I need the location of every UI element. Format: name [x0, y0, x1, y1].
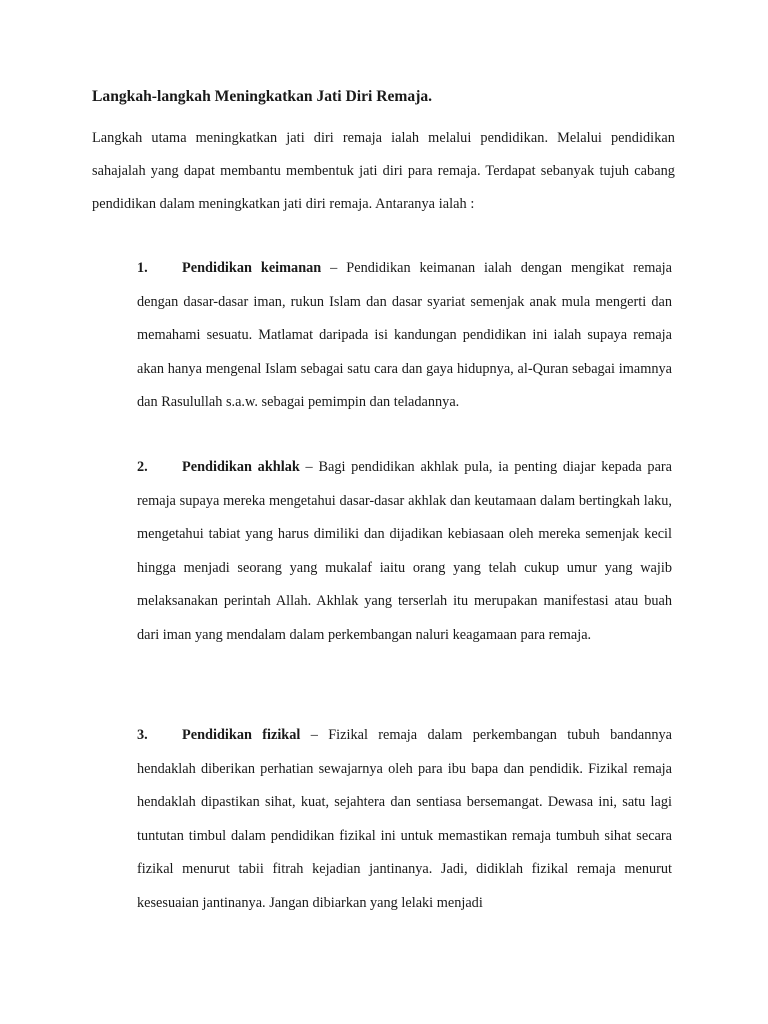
item-separator: – — [299, 459, 319, 475]
document-title: Langkah-langkah Meningkatkan Jati Diri Remaja. — [92, 88, 433, 105]
list-item — [137, 252, 672, 420]
item-separator: – — [321, 260, 347, 276]
item-heading: Pendidikan akhlak — [182, 459, 300, 475]
item-separator: – — [300, 727, 329, 743]
list-item — [137, 451, 672, 653]
intro-paragraph: Langkah utama meningkatkan jati diri remaja ialah melalui pendidikan. Melalui pendidikan sahajalah yang dapat membantu membentuk jati diri para remaja. Terdapat sebanyak tujuh cabang pendidikan dalam meningkatkan jati diri remaja. Antaranya ialah : — [92, 130, 675, 212]
item-body: Bagi pendidikan akhlak pula, ia penting diajar kepada para remaja supaya mereka mengetahui dasar-dasar akhlak dan keutamaan dalam bertingkah laku, mengetahui tabiat yang harus dimiliki dan dijadikan kebiasaan oleh mereka semenjak kecil hingga menjadi seorang yang mukalaf iaitu orang yang telah cukup umur yang wajib melaksanakan perintah Allah. Akhlak yang terserlah itu merupakan manifestasi atau buah dari iman yang mendalam dalam perkembangan naluri keagamaan para remaja. — [137, 459, 673, 643]
item-body: Pendidikan keimanan ialah dengan mengikat remaja dengan dasar-dasar iman, rukun Islam dan dasar syariat semenjak anak mula mengerti dan memahami sesuatu. Matlamat daripada isi kandungan pendidikan ini ialah supaya remaja akan hanya mengenal Islam sebagai satu cara dan gaya hidupnya, al-Quran sebagai imamnya dan Rasulullah s.a.w. sebagai pemimpin dan teladannya. — [137, 260, 672, 411]
item-body: Fizikal remaja dalam perkembangan tubuh bandannya hendaklah diberikan perhatian sewajarnya oleh para ibu bapa dan pendidik. Fizikal remaja hendaklah dipastikan sihat, kuat, sejahtera dan sentiasa bersemangat. Dewasa ini, satu lagi tuntutan timbul dalam pendidikan fizikal ini untuk memastikan remaja tumbuh sihat secara fizikal menurut tabii fitrah kejadian jantinanya. Jadi, didiklah fizikal remaja menurut kesesuaian jantinanya. Jangan dibiarkan yang lelaki menjadi — [137, 727, 673, 911]
item-heading: Pendidikan keimanan — [182, 260, 322, 276]
item-number: 3. — [137, 727, 148, 743]
item-heading: Pendidikan fizikal — [182, 727, 301, 743]
list-item — [137, 719, 672, 921]
item-number: 2. — [137, 459, 148, 475]
item-number: 1. — [137, 260, 148, 276]
